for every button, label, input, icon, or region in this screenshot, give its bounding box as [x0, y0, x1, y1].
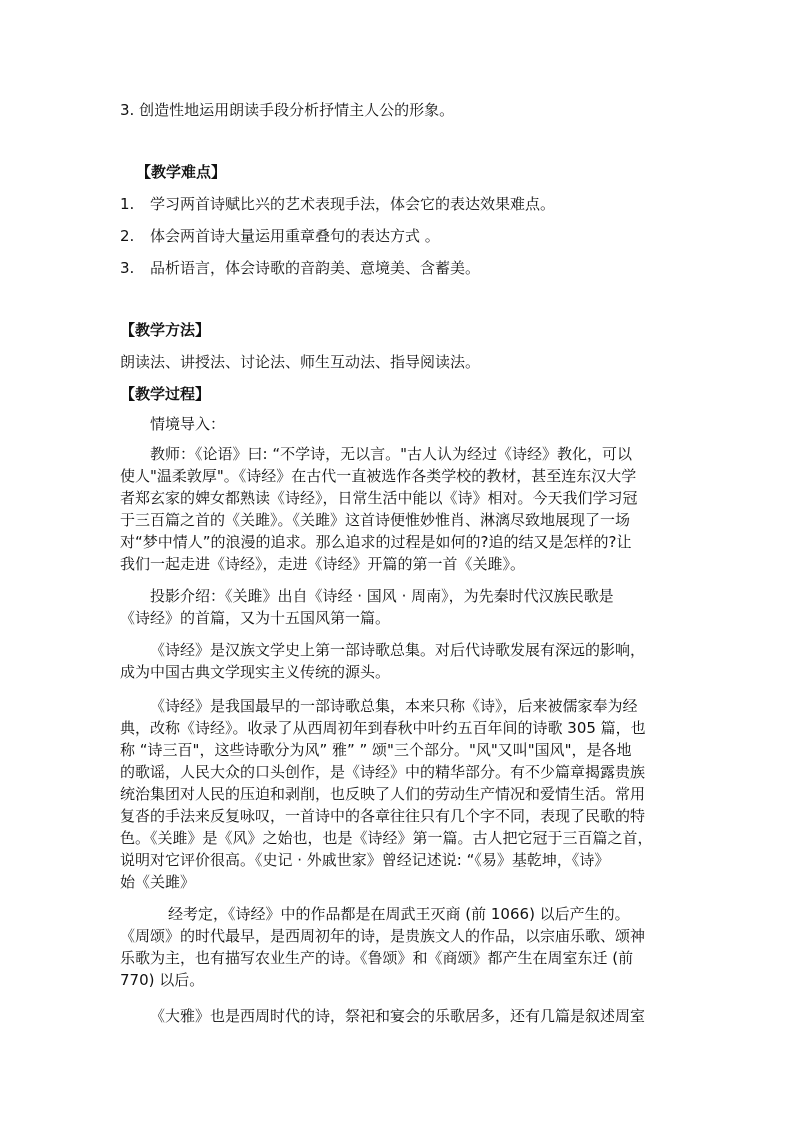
- paragraph-line: 成为中国古典文学现实主义传统的源头。: [120, 663, 391, 681]
- paragraph-line: 经考定，《诗经》中的作品都是在周武王灭商 (前 1066) 以后产生的。: [168, 905, 630, 923]
- paragraph-line: 复沓的手法来反复咏叹，一首诗中的各章往往只有几个字不同，表现了民歌的特: [120, 807, 646, 825]
- difficulty-text: 体会两首诗大量运用重章叠句的表达方式 。: [150, 227, 440, 245]
- paragraph-line: 我们一起走进《诗经》，走进《诗经》开篇的第一首《关雎》。: [120, 555, 526, 573]
- paragraph-line: 的歌谣，人民大众的口头创作，是《诗经》中的精华部分。有不少篇章揭露贵族: [120, 763, 646, 781]
- paragraph-line: 对“梦中情人”的浪漫的追求。那么追求的过程是如何的?追的结又是怎样的?让: [120, 533, 632, 551]
- process-intro: 情境导入：: [150, 415, 226, 433]
- difficulty-text: 品析语言，体会诗歌的音韵美、意境美、含蓄美。: [150, 259, 481, 277]
- difficulties-heading: 【教学难点】: [136, 163, 227, 181]
- paragraph-line: 《诗经》是我国最早的一部诗歌总集，本来只称《诗》，后来被儒家奉为经: [150, 697, 638, 715]
- paragraph-line: 统治集团对人民的压迫和剥削，也反映了人们的劳动生产情况和爱情生活。常用: [120, 785, 646, 803]
- difficulty-number: 2.: [120, 227, 135, 245]
- paragraph-line: 《诗经》的首篇，又为十五国风第一篇。: [120, 609, 391, 627]
- paragraph-line: 典，改称《诗经》。收录了从西周初年到春秋中叶约五百年间的诗歌 305 篇，也: [120, 719, 646, 737]
- difficulty-item-1: [120, 194, 555, 214]
- paragraph-line: 《周颂》的时代最早，是西周初年的诗，是贵族文人的作品，以宗庙乐歌、颂神: [120, 927, 646, 945]
- paragraph-line: 乐歌为主，也有描写农业生产的诗。《鲁颂》和《商颂》都产生在周室东迁 (前: [120, 949, 634, 967]
- paragraph-line: 者郑玄家的婢女都熟读《诗经》，日常生活中能以《诗》相对。今天我们学习冠: [120, 489, 638, 507]
- paragraph-line: 《大雅》也是西周时代的诗，祭祀和宴会的乐歌居多，还有几篇是叙述周室: [150, 1007, 646, 1025]
- paragraph-line: 教师：《论语》曰: “不学诗，无以言。"古人认为经过《诗经》教化，可以: [150, 445, 632, 463]
- paragraph-line: 770) 以后。: [120, 971, 205, 989]
- process-heading: 【教学过程】: [120, 385, 211, 403]
- objective-item-3: 3. 创造性地运用朗读手段分析抒情主人公的形象。: [120, 101, 455, 119]
- paragraph-line: 使人"温柔敦厚"。《诗经》在古代一直被选作各类学校的教材，甚至连东汉大学: [120, 467, 637, 485]
- difficulty-item-3: [120, 258, 480, 278]
- difficulty-number: 1.: [120, 195, 135, 213]
- paragraph-line: 投影介绍：《关雎》出自《诗经 · 国风 · 周南》，为先秦时代汉族民歌是: [150, 587, 614, 605]
- paragraph-line: 说明对它评价很高。《史记 · 外戚世家》曾经记述说: “《易》基乾坤，《诗》: [120, 851, 610, 869]
- difficulty-number: 3.: [120, 259, 135, 277]
- paragraph-line: 始《关雎》: [120, 873, 196, 891]
- methods-heading: 【教学方法】: [120, 321, 211, 339]
- methods-text: 朗读法、讲授法、讨论法、师生互动法、指导阅读法。: [120, 353, 481, 371]
- paragraph-line: 于三百篇之首的《关雎》。《关雎》这首诗便惟妙惟肖、淋漓尽致地展现了一场: [120, 511, 631, 529]
- paragraph-line: 《诗经》是汉族文学史上第一部诗歌总集。对后代诗歌发展有深远的影响，: [150, 641, 646, 659]
- paragraph-line: 称 “诗三百"，这些诗歌分为风” 雅” ” 颂"三个部分。"风"又叫"国风"，是各地: [120, 741, 632, 759]
- difficulty-text: 学习两首诗赋比兴的艺术表现手法，体会它的表达效果难点。: [150, 195, 556, 213]
- paragraph-line: 色。《关雎》是《风》之始也，也是《诗经》第一篇。古人把它冠于三百篇之首，: [120, 829, 653, 847]
- difficulty-item-2: [120, 226, 440, 246]
